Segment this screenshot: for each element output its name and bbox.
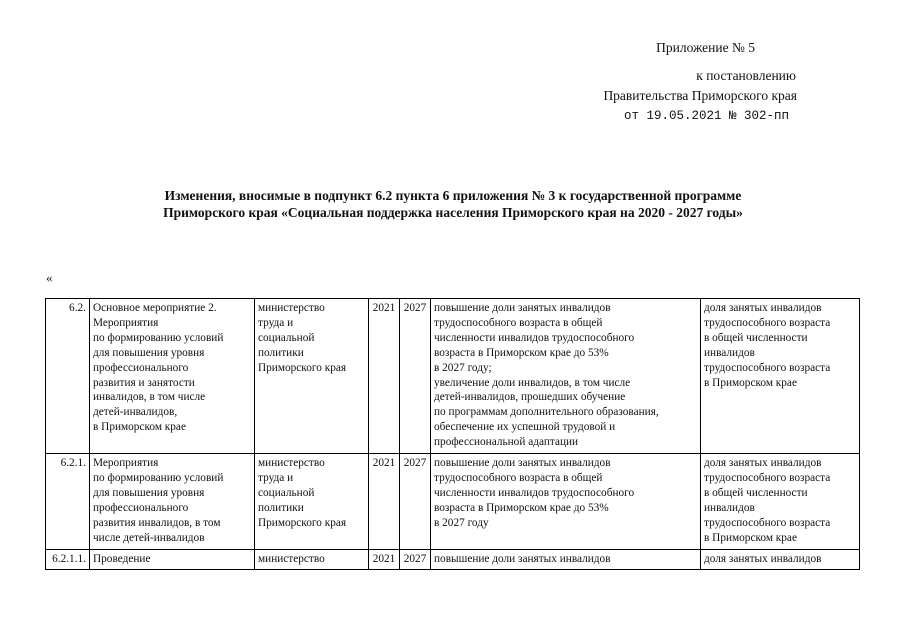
resolution-reference: к постановлению <box>696 68 796 84</box>
cell-text-line: численности инвалидов трудоспособного <box>434 486 635 499</box>
activity-name-cell <box>90 454 255 549</box>
cell-text-line: трудоспособного возраста в общей <box>434 471 603 484</box>
cell-text-line: возраста в Приморском крае до 53% <box>434 501 609 514</box>
cell-text-line: развития и занятости <box>93 376 195 389</box>
opening-quote-mark: « <box>46 270 53 285</box>
table-row <box>46 299 860 454</box>
cell-text-line: в Приморском крае <box>93 421 186 434</box>
activity-name-cell <box>90 299 255 454</box>
cell-text-line: профессионального <box>93 501 189 514</box>
item-number-cell: 6.2.1.1. <box>46 549 90 570</box>
cell-text-line: Проведение <box>93 552 151 565</box>
cell-text-line: повышение доли занятых инвалидов <box>434 552 611 565</box>
cell-text-line: по формированию условий <box>93 331 224 344</box>
cell-text-line: трудоспособного возраста <box>704 471 831 484</box>
cell-text-line: трудоспособного возраста в общей <box>434 316 603 329</box>
government-name: Правительства Приморского края <box>603 88 797 104</box>
executor-cell <box>255 454 369 549</box>
appendix-number: Приложение № 5 <box>656 40 755 55</box>
cell-text-line: доля занятых инвалидов <box>704 552 822 565</box>
cell-text-line: социальной <box>258 486 315 499</box>
cell-text-line: в 2027 году; <box>434 361 492 374</box>
cell-text-line: министерство <box>258 302 325 314</box>
cell-text-line: министерство <box>258 457 325 470</box>
cell-text-line: труда и <box>258 316 294 329</box>
cell-text-line: трудоспособного возраста <box>704 516 831 529</box>
cell-text-line: по программам дополнительного образования, <box>434 406 659 419</box>
item-number-cell: 6.2.1. <box>46 454 90 549</box>
cell-text-line: инвалидов <box>704 346 755 359</box>
expected-result-cell <box>431 299 701 454</box>
cell-text-line: Мероприятия <box>93 316 159 329</box>
cell-text-line: детей-инвалидов, <box>93 406 178 419</box>
document-title-line-2: Приморского края «Социальная поддержка населения Приморского края на 2020 - 2027 годы» <box>163 204 743 220</box>
end-year-cell: 2027 <box>400 454 431 549</box>
cell-text-line: в общей численности <box>704 331 808 344</box>
appendix-header <box>603 40 797 124</box>
start-year-cell: 2021 <box>369 454 400 549</box>
cell-text-line: повышение доли занятых инвалидов <box>434 302 611 314</box>
table-row <box>46 549 860 570</box>
resolution-date-number: от 19.05.2021 № 302-пп <box>623 108 789 123</box>
cell-text-line: повышение доли занятых инвалидов <box>434 457 611 470</box>
cell-text-line: профессионального <box>93 361 189 374</box>
cell-text-line: в 2027 году <box>434 516 489 529</box>
end-year-cell: 2027 <box>400 299 431 454</box>
cell-text-line: для повышения уровня <box>93 346 205 359</box>
cell-text-line: в Приморском крае <box>704 376 797 389</box>
cell-text-line: доля занятых инвалидов <box>704 302 822 314</box>
cell-text-line: Основное мероприятие 2. <box>93 302 217 314</box>
cell-text-line: числе детей-инвалидов <box>93 531 205 544</box>
changes-table-body <box>46 299 860 570</box>
indicator-cell <box>701 549 860 570</box>
executor-cell <box>255 299 369 454</box>
cell-text-line: для повышения уровня <box>93 486 205 499</box>
expected-result-cell <box>431 454 701 549</box>
document-title-line-1: Изменения, вносимые в подпункт 6.2 пункта 6 приложения № 3 к государственной программе <box>164 188 742 203</box>
cell-text-line: трудоспособного возраста <box>704 316 831 329</box>
end-year-cell: 2027 <box>400 549 431 570</box>
indicator-cell <box>701 299 860 454</box>
item-number-cell: 6.2. <box>46 299 90 454</box>
start-year-cell: 2021 <box>369 299 400 454</box>
cell-text-line: в общей численности <box>704 486 808 499</box>
cell-text-line: обеспечение их успешной трудовой и <box>434 421 616 434</box>
cell-text-line: политики <box>258 501 304 514</box>
cell-text-line: возраста в Приморском крае до 53% <box>434 346 609 359</box>
executor-cell <box>255 549 369 570</box>
cell-text-line: инвалидов, в том числе <box>93 391 206 404</box>
cell-text-line: детей-инвалидов, прошедших обучение <box>434 391 626 404</box>
cell-text-line: профессиональной адаптации <box>434 436 579 449</box>
cell-text-line: увеличение доли инвалидов, в том числе <box>434 376 631 389</box>
cell-text-line: по формированию условий <box>93 471 224 484</box>
cell-text-line: инвалидов <box>704 501 755 514</box>
table-row <box>46 454 860 549</box>
cell-text-line: развития инвалидов, в том <box>93 516 221 529</box>
cell-text-line: Мероприятия <box>93 457 159 470</box>
cell-text-line: доля занятых инвалидов <box>704 457 822 470</box>
cell-text-line: численности инвалидов трудоспособного <box>434 331 635 344</box>
expected-result-cell <box>431 549 701 570</box>
activity-name-cell <box>90 549 255 570</box>
cell-text-line: министерство <box>258 552 325 565</box>
cell-text-line: социальной <box>258 331 315 344</box>
cell-text-line: Приморского края <box>258 361 347 374</box>
cell-text-line: политики <box>258 346 304 359</box>
changes-table <box>45 298 860 570</box>
cell-text-line: в Приморском крае <box>704 531 797 544</box>
start-year-cell: 2021 <box>369 549 400 570</box>
cell-text-line: трудоспособного возраста <box>704 361 831 374</box>
document-title <box>40 188 866 222</box>
cell-text-line: труда и <box>258 471 294 484</box>
indicator-cell <box>701 454 860 549</box>
cell-text-line: Приморского края <box>258 516 347 529</box>
